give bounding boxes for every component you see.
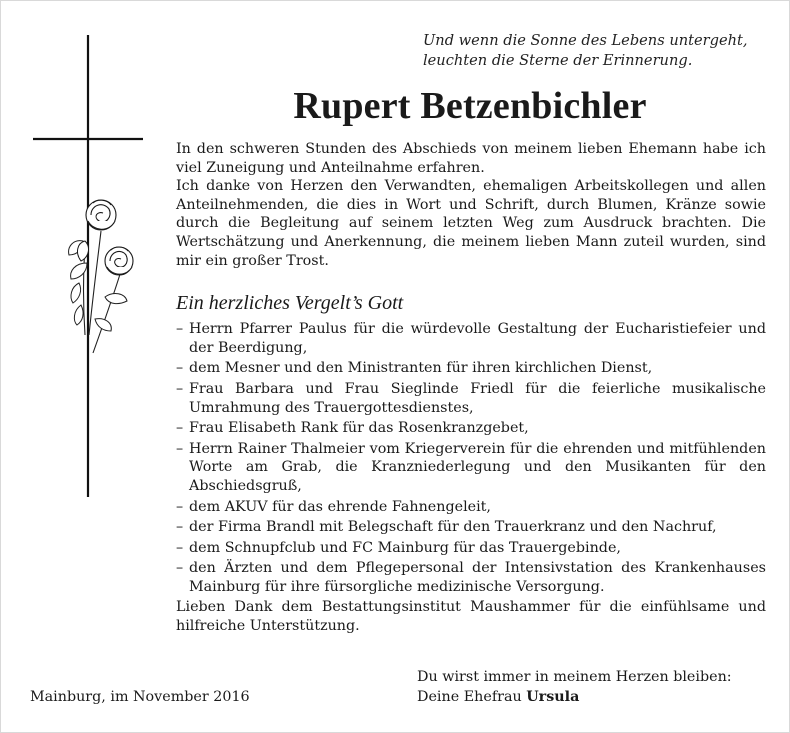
intro-paragraph-2: Ich danke von Herzen den Verwandten, ehemaligen Arbeitskollegen und allen Anteilnehmenden, die dies in Wort und Schrift, durch Blumen, Kränze sowie durch die Begleitung auf seinem letzten Weg zum Ausdruck brachten. Die Wertschätzung und Anerkennung, die meinem lieben Mann zuteil wurden, sind mir ein großer Trost. — [176, 178, 766, 269]
dash-marker: – — [176, 519, 184, 536]
motto-line-2: leuchten die Sterne der Erinnerung. — [423, 52, 693, 69]
list-item-text: Herrn Pfarrer Paulus für die würdevolle Gestaltung der Eucharistiefeier und der Beerdigung, — [189, 321, 766, 356]
dash-marker: – — [176, 321, 184, 338]
farewell-line-1: Du wirst immer in meinem Herzen bleiben: — [417, 669, 732, 685]
list-item — [176, 359, 766, 378]
list-item — [176, 518, 766, 537]
farewell-prefix: Deine Ehefrau — [417, 689, 522, 705]
place-and-date: Mainburg, im November 2016 — [30, 689, 250, 705]
dash-marker: – — [176, 420, 184, 437]
dash-marker: – — [176, 380, 184, 397]
memorial-motto — [423, 31, 773, 71]
list-item-text: dem Mesner und den Ministranten für ihren kirchlichen Dienst, — [189, 360, 653, 377]
list-item-text: Frau Elisabeth Rank für das Rosenkranzgebet, — [189, 420, 529, 437]
list-item — [176, 419, 766, 438]
list-item — [176, 539, 766, 558]
thanks-list — [176, 320, 766, 596]
list-item-text: der Firma Brandl mit Belegschaft für den Trauerkranz und den Nachruf, — [189, 519, 717, 536]
farewell-line-2 — [417, 687, 771, 707]
list-item-text: dem AKUV für das ehrende Fahnengeleit, — [189, 498, 491, 515]
deceased-name: Rupert Betzenbichler — [293, 85, 647, 127]
motto-line-1: Und wenn die Sonne des Lebens untergeht, — [423, 32, 748, 49]
farewell-block — [417, 667, 771, 707]
dash-marker: – — [176, 498, 184, 515]
list-item — [176, 559, 766, 596]
cross-with-roses-icon — [33, 35, 143, 497]
dash-marker: – — [176, 360, 184, 377]
list-item-text: Frau Barbara und Frau Sieglinde Friedl für die feierliche musikalische Umrahmung des Trauergottesdienstes, — [189, 380, 766, 416]
thanks-heading: Ein herzliches Vergelt’s Gott — [176, 292, 404, 315]
dash-marker: – — [176, 440, 184, 457]
list-item — [176, 380, 766, 417]
closing-paragraph: Lieben Dank dem Bestattungsinstitut Maushammer für die einfühlsame und hilfreiche Unterstützung. — [176, 599, 766, 635]
list-item — [176, 498, 766, 517]
dash-marker: – — [176, 560, 184, 577]
signer-name: Ursula — [526, 689, 580, 705]
list-item-text: dem Schnupfclub und FC Mainburg für das Trauergebinde, — [189, 539, 621, 556]
intro-paragraph-1: In den schweren Stunden des Abschieds von meinem lieben Ehemann habe ich viel Zuneigung und Anteilnahme erfahren. — [176, 141, 766, 176]
dash-marker: – — [176, 539, 184, 556]
list-item — [176, 440, 766, 496]
notice-body — [176, 140, 766, 636]
list-item — [176, 320, 766, 357]
list-item-text: Herrn Rainer Thalmeier vom Kriegerverein für die ehrenden und mitfühlenden Worte am Grab, die Kranzniederlegung und den Musikanten für den Abschiedsgruß, — [189, 440, 766, 494]
list-item-text: den Ärzten und dem Pflegepersonal der Intensivstation des Krankenhauses Mainburg für ihre fürsorgliche medizinische Versorgung. — [189, 560, 766, 595]
